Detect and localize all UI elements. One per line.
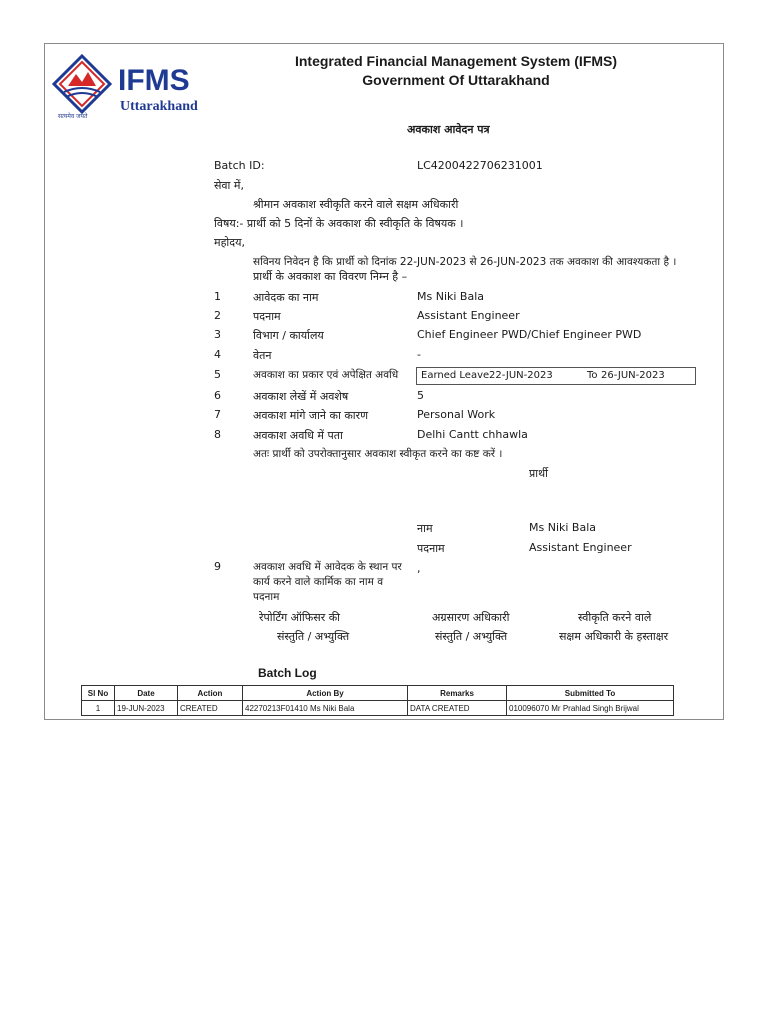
row-number: 4 [214, 348, 221, 361]
page-subtitle: Government Of Uttarakhand [362, 72, 550, 88]
row-label: विभाग / कार्यालय [253, 329, 324, 342]
sig-reporting-officer-line2: संस्तुति / अभ्युक्ति [277, 630, 350, 643]
designation-label: पदनाम [417, 542, 445, 555]
row-label: आवेदक का नाम [253, 291, 319, 304]
row9-value: , [417, 562, 421, 575]
sig-forwarding-officer-line2: संस्तुति / अभ्युक्ति [435, 630, 508, 643]
col-remarks: Remarks [408, 686, 507, 701]
row-value: Delhi Cantt chhawla [417, 428, 528, 441]
applicant-name: Ms Niki Bala [529, 521, 597, 534]
leave-to-date: 26-JUN-2023 [601, 370, 665, 381]
cell-action-by: 42270213F01410 Ms Niki Bala [243, 701, 408, 716]
sig-reporting-officer-line1: रेपोर्टिंग ऑफिसर की [259, 611, 340, 624]
row9-label-line1: अवकाश अवधि में आवेदक के स्थान पर [253, 561, 402, 573]
row-number: 7 [214, 408, 221, 421]
row-label: अवकाश लेखें में अवशेष [253, 390, 349, 403]
row-number: 5 [214, 368, 221, 381]
table-header-row [82, 686, 674, 701]
col-action-by: Action By [243, 686, 408, 701]
row-number: 3 [214, 328, 221, 341]
row-number: 2 [214, 309, 221, 322]
sig-sanctioning-authority-line2: सक्षम अधिकारी के हस्ताक्षर [559, 630, 669, 643]
subject: विषय:- प्रार्थी को 5 दिनों के अवकाश की स्वीकृति के विषयक । [214, 217, 464, 230]
greeting: महोदय, [214, 236, 245, 249]
row-value: Ms Niki Bala [417, 290, 485, 303]
cell-remarks: DATA CREATED [408, 701, 507, 716]
logo-tagline: सत्यमेव जयते [58, 113, 88, 120]
col-submitted-to: Submitted To [507, 686, 674, 701]
body-line-1: सविनय निवेदन है कि प्रार्थी को दिनांक 22-JUN-2023 से 26-JUN-2023 तक अवकाश की आवश्यकता है । [253, 256, 677, 268]
row-label: अवकाश मांगे जाने का कारण [253, 409, 369, 422]
applicant-label: प्रार्थी [529, 467, 548, 480]
salutation: सेवा में, [214, 179, 244, 192]
body-line-2: प्रार्थी के अवकाश का विवरण निम्न है – [253, 270, 408, 283]
row9-label-line2: कार्य करने वाले कार्मिक का नाम व [253, 576, 384, 588]
name-label: नाम [417, 522, 433, 535]
ifms-logo [50, 52, 210, 122]
sig-sanctioning-authority-line1: स्वीकृति करने वाले [578, 611, 652, 624]
row-label: वेतन [253, 349, 272, 362]
batch-log-table [81, 685, 674, 716]
batch-id-value: LC4200422706231001 [417, 159, 543, 172]
row-label: पदनाम [253, 310, 281, 323]
cell-date: 19-JUN-2023 [115, 701, 178, 716]
leave-to-label: To [587, 370, 598, 381]
row-label: अवकाश अवधि में पता [253, 429, 343, 442]
col-sl-no: Sl No [82, 686, 115, 701]
page-title: Integrated Financial Management System (IFMS) [294, 53, 618, 69]
form-heading: अवकाश आवेदन पत्र [407, 123, 490, 136]
batch-log-title: Batch Log [258, 666, 317, 680]
logo-subtext: Uttarakhand [120, 99, 198, 114]
batch-id-label: Batch ID: [214, 159, 265, 172]
logo-text: IFMS [118, 64, 190, 97]
row-number: 6 [214, 389, 221, 402]
col-action: Action [178, 686, 243, 701]
row-value: 5 [417, 389, 424, 402]
cell-action: CREATED [178, 701, 243, 716]
row-number: 1 [214, 290, 221, 303]
row-value: Personal Work [417, 408, 496, 421]
row-value: Assistant Engineer [417, 309, 520, 322]
row-value: Chief Engineer PWD/Chief Engineer PWD [417, 328, 642, 341]
addressee: श्रीमान अवकाश स्वीकृति करने वाले सक्षम अधिकारी [253, 198, 459, 211]
row-number: 8 [214, 428, 221, 441]
cell-submitted-to: 010096070 Mr Prahlad Singh Brijwal [507, 701, 674, 716]
leave-from-date: 22-JUN-2023 [489, 370, 553, 381]
table-row [82, 701, 674, 716]
leave-type: Earned Leave [421, 370, 490, 381]
applicant-designation: Assistant Engineer [529, 541, 632, 554]
cell-sl-no: 1 [82, 701, 115, 716]
row-label: अवकाश का प्रकार एवं अपेक्षित अवधि [253, 369, 399, 381]
row9-label-line3: पदनाम [253, 591, 280, 603]
leave-period-box [416, 367, 696, 385]
row-number: 9 [214, 560, 221, 573]
closing-line: अतः प्रार्थी को उपरोक्तानुसार अवकाश स्वीकृत करने का कष्ट करें । [253, 448, 503, 460]
col-date: Date [115, 686, 178, 701]
sig-forwarding-officer-line1: अग्रसारण अधिकारी [432, 611, 510, 624]
row-value: - [417, 348, 421, 361]
